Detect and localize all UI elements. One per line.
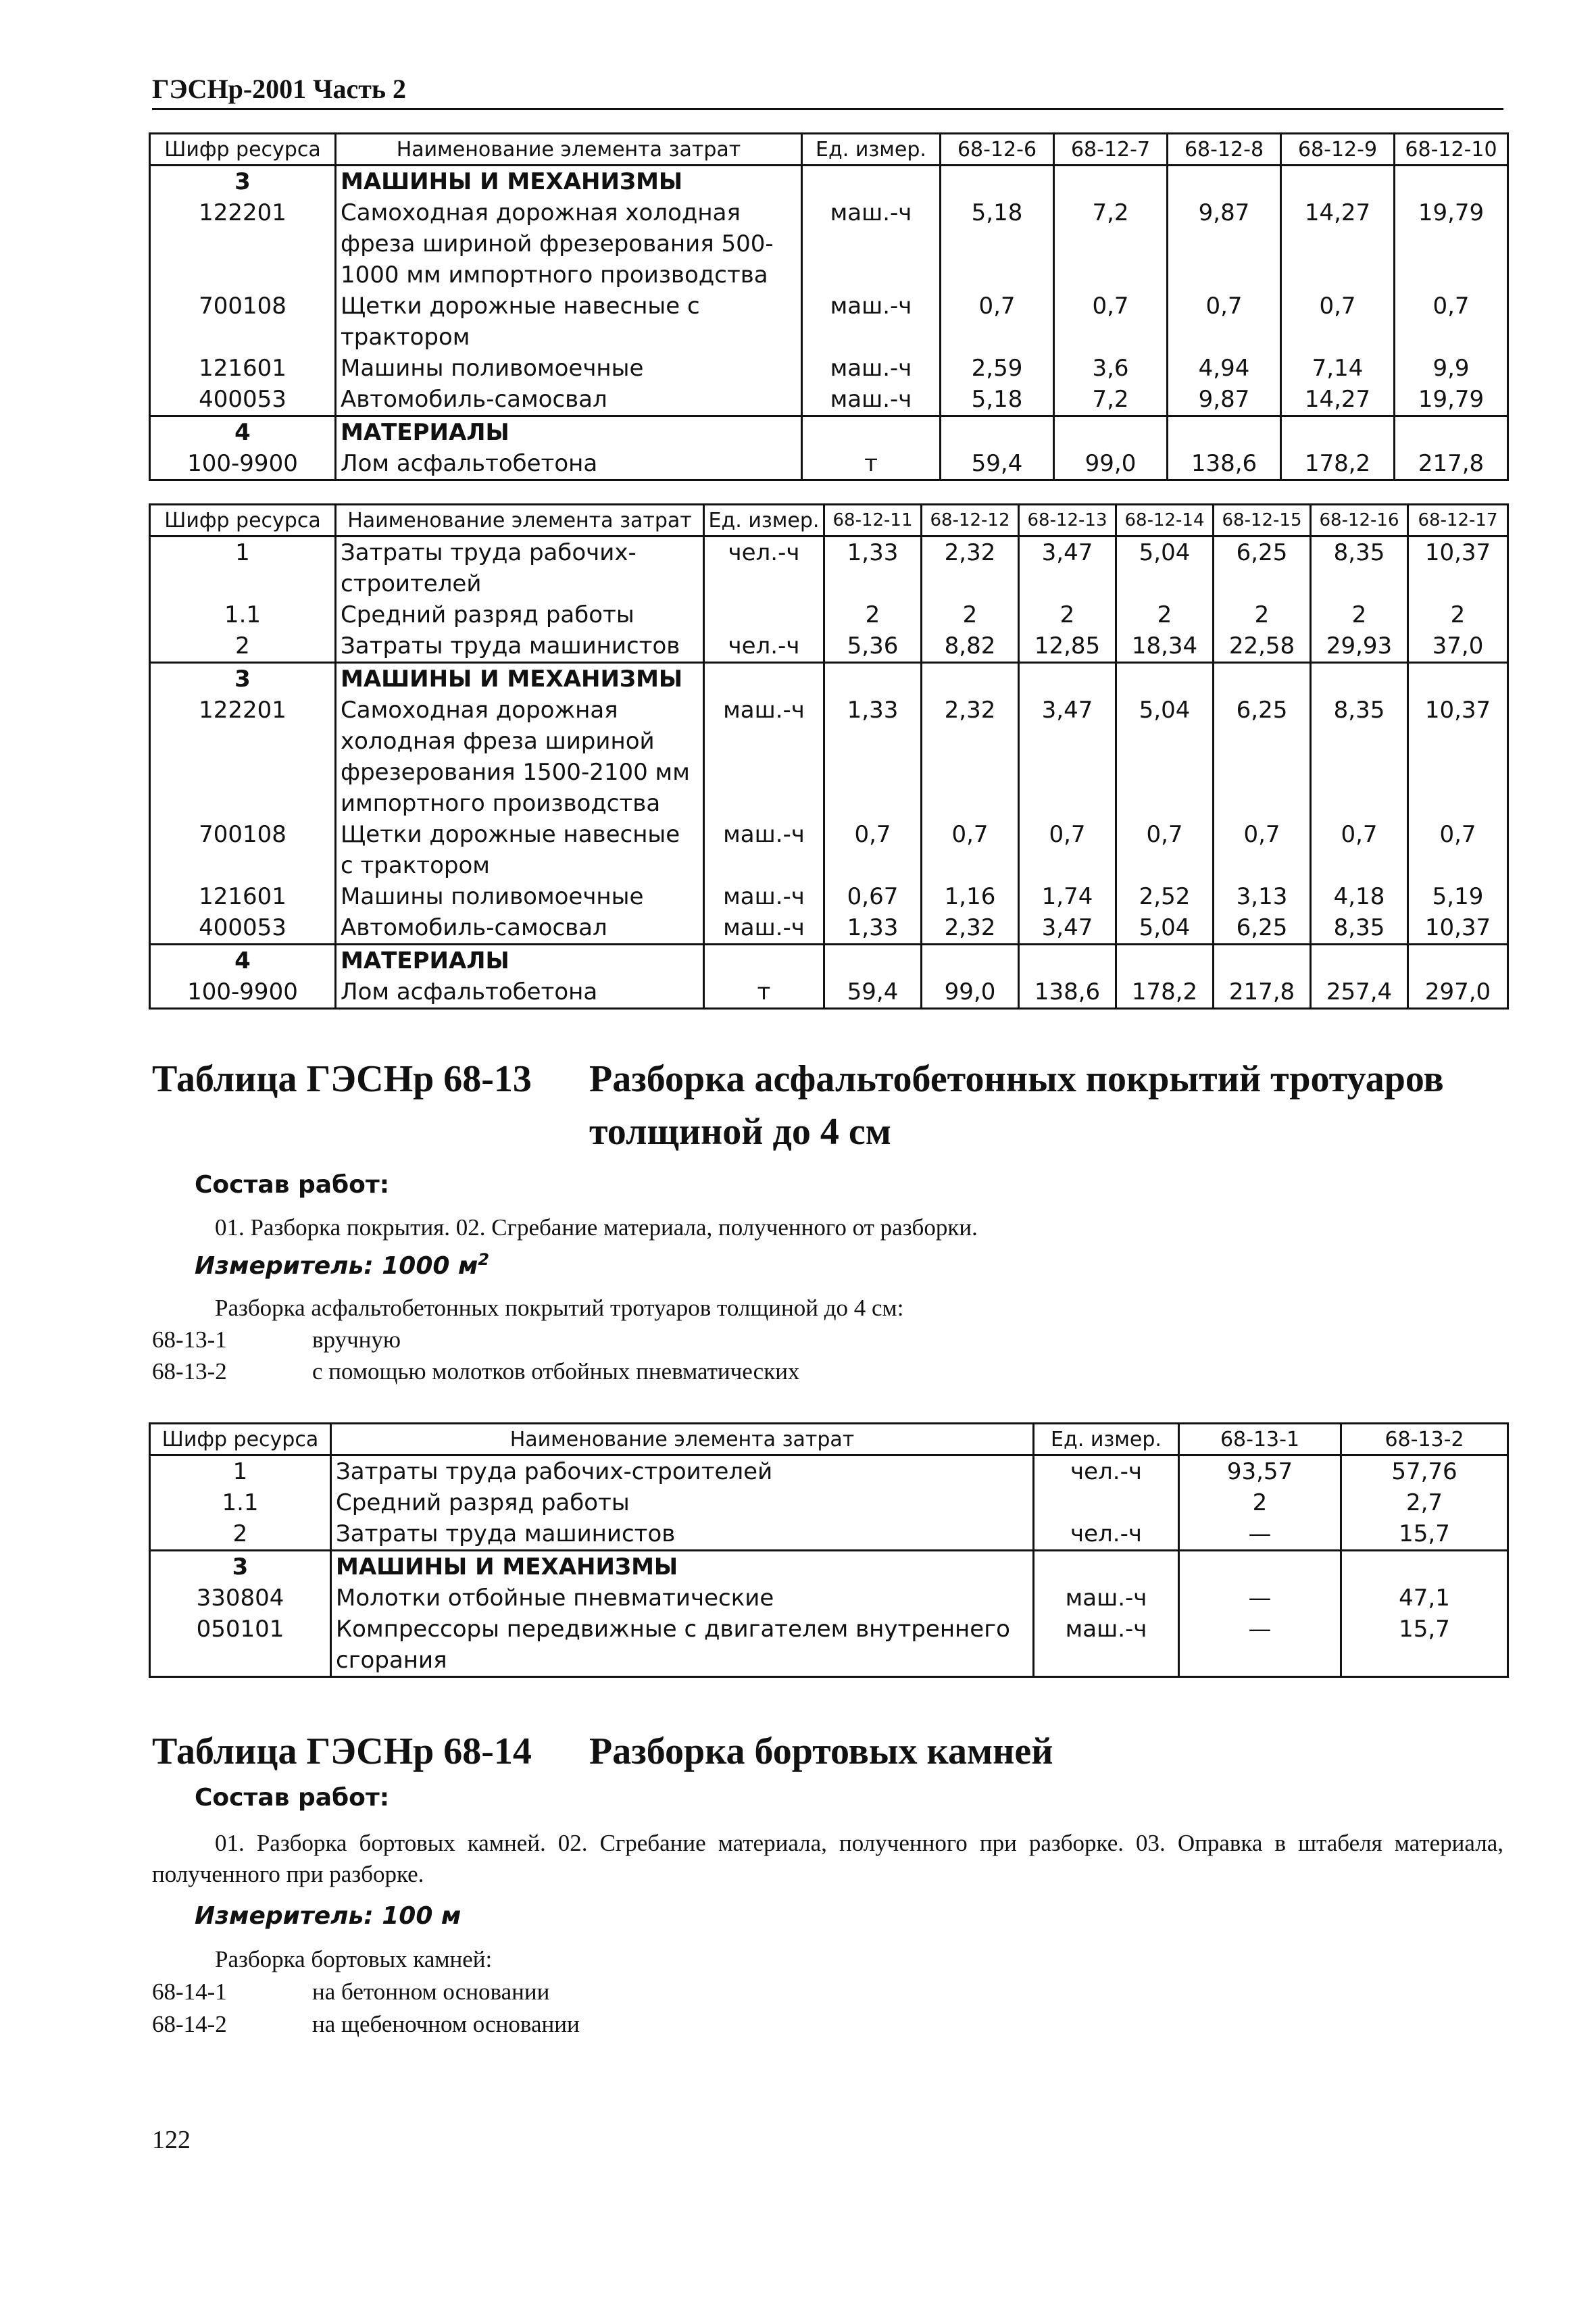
- column-header-rate: 68-13-2: [1341, 1424, 1508, 1455]
- rate-value: 5,04: [1116, 912, 1214, 945]
- table-row: [150, 819, 1508, 881]
- resource-code: 121601: [150, 353, 336, 384]
- resource-name: Щетки дорожные навесные с трактором: [336, 291, 802, 353]
- resource-code: 122201: [150, 197, 336, 291]
- rate-value: 7,14: [1281, 353, 1395, 384]
- rate-value: 178,2: [1116, 976, 1214, 1009]
- rate-value: 138,6: [1168, 448, 1281, 480]
- resource-code: 1: [150, 1455, 331, 1488]
- column-header-rate: 68-12-6: [941, 134, 1054, 166]
- column-header-rate: 68-12-17: [1408, 505, 1508, 537]
- rate-value: 178,2: [1281, 448, 1395, 480]
- rate-value: [1281, 166, 1395, 198]
- resource-name: Автомобиль-самосвал: [336, 912, 704, 945]
- rate-value: 59,4: [824, 976, 922, 1009]
- item-text: на бетонном основании: [312, 1978, 550, 2005]
- rate-value: 297,0: [1408, 976, 1508, 1009]
- resource-code: 121601: [150, 881, 336, 912]
- rate-value: [922, 663, 1019, 695]
- works-composition-text: 01. Разборка бортовых камней. 02. Сгребание материала, полученного при разборке. 03. Оправка в штабеля материала, полученного при разборке.: [152, 1830, 1503, 1887]
- resource-name: Средний разряд работы: [331, 1487, 1034, 1518]
- column-header-rate: 68-12-9: [1281, 134, 1395, 166]
- resource-unit: маш.-ч: [704, 912, 824, 945]
- resource-unit: маш.-ч: [704, 819, 824, 881]
- running-header: ГЭСНр-2001 Часть 2: [152, 74, 407, 104]
- resource-unit: чел.-ч: [1034, 1518, 1179, 1551]
- table-row: [150, 416, 1508, 449]
- rate-value: 9,87: [1168, 384, 1281, 416]
- item-text: на щебеночном основании: [312, 2011, 580, 2037]
- column-header-rate: 68-12-7: [1054, 134, 1168, 166]
- rate-value: 1,33: [824, 537, 922, 600]
- rate-value: [1214, 945, 1311, 977]
- resource-unit: маш.-ч: [802, 384, 941, 416]
- resource-code: 4: [150, 945, 336, 977]
- rate-value: [1311, 663, 1408, 695]
- resource-name: МАТЕРИАЛЫ: [336, 416, 802, 449]
- rate-value: 138,6: [1019, 976, 1116, 1009]
- column-header-code: Шифр ресурса: [150, 134, 336, 166]
- meter-label-text: Измеритель: 1000 м: [195, 1252, 478, 1280]
- resource-name: МАШИНЫ И МЕХАНИЗМЫ: [331, 1551, 1034, 1583]
- resource-code: 1.1: [150, 599, 336, 630]
- rate-value: [1408, 945, 1508, 977]
- rate-value: 47,1: [1341, 1583, 1508, 1614]
- resource-unit: [704, 663, 824, 695]
- intro-text: Разборка бортовых камней:: [215, 1946, 493, 1972]
- rate-value: [1116, 663, 1214, 695]
- rate-value: 93,57: [1179, 1455, 1341, 1488]
- resource-unit: чел.-ч: [704, 537, 824, 600]
- resource-name: Машины поливомоечные: [336, 353, 802, 384]
- item-text: с помощью молотков отбойных пневматических: [312, 1358, 800, 1385]
- resource-code: 3: [150, 663, 336, 695]
- works-composition-text: 01. Разборка покрытия. 02. Сгребание материала, полученного от разборки.: [215, 1214, 978, 1241]
- resource-name: Лом асфальтобетона: [336, 976, 704, 1009]
- resource-code: 100-9900: [150, 976, 336, 1009]
- table-row: [150, 976, 1508, 1009]
- resource-name: Компрессоры передвижные с двигателем внутреннего сгорания: [331, 1614, 1034, 1677]
- rate-value: [1341, 1551, 1508, 1583]
- rate-value: [1054, 416, 1168, 449]
- resource-unit: [704, 599, 824, 630]
- rate-value: 5,04: [1116, 695, 1214, 819]
- meter-label: Измеритель: 100 м: [195, 1902, 462, 1930]
- rate-value: [824, 663, 922, 695]
- rate-value: [1168, 166, 1281, 198]
- resource-unit: маш.-ч: [802, 353, 941, 384]
- table-row: [150, 353, 1508, 384]
- resource-code: 1: [150, 537, 336, 600]
- rate-value: 5,04: [1116, 537, 1214, 600]
- table-row: [150, 1583, 1508, 1614]
- rate-value: 3,47: [1019, 695, 1116, 819]
- rate-value: 99,0: [922, 976, 1019, 1009]
- resource-table-68-13: [149, 1422, 1509, 1678]
- resource-code: 4: [150, 416, 336, 449]
- resource-name: Затраты труда рабочих-строителей: [331, 1455, 1034, 1488]
- rate-value: [1168, 416, 1281, 449]
- rate-value: [1019, 663, 1116, 695]
- rate-value: 3,13: [1214, 881, 1311, 912]
- rate-value: 15,7: [1341, 1614, 1508, 1677]
- intro-text: Разборка асфальтобетонных покрытий тротуаров толщиной до 4 см:: [215, 1295, 904, 1321]
- rate-value: 19,79: [1395, 384, 1508, 416]
- table-row: [150, 1614, 1508, 1677]
- rate-value: 14,27: [1281, 384, 1395, 416]
- resource-code: 3: [150, 166, 336, 198]
- section-title-68-13: Разборка асфальтобетонных покрытий тротуаров: [589, 1058, 1444, 1100]
- resource-code: 100-9900: [150, 448, 336, 480]
- rate-value: 37,0: [1408, 630, 1508, 663]
- rate-value: 3,47: [1019, 537, 1116, 600]
- rate-value: [1408, 663, 1508, 695]
- rate-value: 0,7: [1408, 819, 1508, 881]
- rate-value: 1,33: [824, 912, 922, 945]
- resource-code: 1.1: [150, 1487, 331, 1518]
- column-header-code: Шифр ресурса: [150, 505, 336, 537]
- rate-value: 5,18: [941, 197, 1054, 291]
- page-number: 122: [152, 2126, 191, 2154]
- rate-value: 99,0: [1054, 448, 1168, 480]
- column-header-code: Шифр ресурса: [150, 1424, 331, 1455]
- resource-unit: маш.-ч: [1034, 1583, 1179, 1614]
- rate-value: 0,7: [1311, 819, 1408, 881]
- resource-unit: [1034, 1487, 1179, 1518]
- meter-label: [195, 1250, 489, 1280]
- column-header-name: Наименование элемента затрат: [331, 1424, 1034, 1455]
- rate-value: 2: [1179, 1487, 1341, 1518]
- rate-value: 2,32: [922, 912, 1019, 945]
- rate-value: 12,85: [1019, 630, 1116, 663]
- rate-value: 2: [922, 599, 1019, 630]
- item-code: 68-14-2: [152, 2011, 227, 2037]
- resource-code: 700108: [150, 291, 336, 353]
- rate-value: 9,9: [1395, 353, 1508, 384]
- resource-code: 3: [150, 1551, 331, 1583]
- resource-name: Машины поливомоечные: [336, 881, 704, 912]
- rate-value: 3,47: [1019, 912, 1116, 945]
- rate-value: 8,82: [922, 630, 1019, 663]
- rate-value: [1116, 945, 1214, 977]
- rate-value: 0,7: [1054, 291, 1168, 353]
- item-text: вручную: [312, 1326, 401, 1353]
- column-header-unit: Ед. измер.: [1034, 1424, 1179, 1455]
- resource-name: Самоходная дорожная холодная фреза шириной фрезерования 500-1000 мм импортного производства: [336, 197, 802, 291]
- column-header-rate: 68-12-13: [1019, 505, 1116, 537]
- rate-value: 2,52: [1116, 881, 1214, 912]
- table-row: [150, 1518, 1508, 1551]
- resource-unit: маш.-ч: [704, 695, 824, 819]
- column-header-name: Наименование элемента затрат: [336, 134, 802, 166]
- rate-value: —: [1179, 1518, 1341, 1551]
- rate-value: 59,4: [941, 448, 1054, 480]
- table-row: [150, 291, 1508, 353]
- rate-value: 14,27: [1281, 197, 1395, 291]
- resource-unit: [1034, 1551, 1179, 1583]
- rate-value: 22,58: [1214, 630, 1311, 663]
- rate-value: 2: [1311, 599, 1408, 630]
- table-row: [150, 1487, 1508, 1518]
- resource-unit: маш.-ч: [704, 881, 824, 912]
- section-title-68-13-line2: толщиной до 4 см: [589, 1111, 891, 1153]
- column-header-rate: 68-13-1: [1179, 1424, 1341, 1455]
- rate-value: [1054, 166, 1168, 198]
- rate-value: 4,18: [1311, 881, 1408, 912]
- rate-value: 1,33: [824, 695, 922, 819]
- resource-unit: чел.-ч: [704, 630, 824, 663]
- table-row: [150, 945, 1508, 977]
- rate-value: 15,7: [1341, 1518, 1508, 1551]
- rate-value: —: [1179, 1583, 1341, 1614]
- rate-value: 8,35: [1311, 912, 1408, 945]
- rate-value: 257,4: [1311, 976, 1408, 1009]
- table-row: [150, 197, 1508, 291]
- rate-value: 2: [1408, 599, 1508, 630]
- rate-value: 8,35: [1311, 695, 1408, 819]
- rate-value: 6,25: [1214, 912, 1311, 945]
- rate-value: 8,35: [1311, 537, 1408, 600]
- resource-code: 2: [150, 630, 336, 663]
- works-composition-label: Состав работ:: [195, 1171, 390, 1199]
- rate-value: 29,93: [1311, 630, 1408, 663]
- rate-value: 5,18: [941, 384, 1054, 416]
- table-label-68-14: Таблица ГЭСНр 68-14: [152, 1731, 532, 1772]
- resource-name: Щетки дорожные навесные с трактором: [336, 819, 704, 881]
- rate-value: 0,7: [1168, 291, 1281, 353]
- rate-value: 0,7: [1116, 819, 1214, 881]
- rate-value: 2,59: [941, 353, 1054, 384]
- table-row: [150, 881, 1508, 912]
- rate-value: 2,7: [1341, 1487, 1508, 1518]
- rate-value: [1019, 945, 1116, 977]
- meter-superscript: 2: [478, 1250, 490, 1269]
- resource-table-68-12-11-to-17: [149, 503, 1509, 1010]
- column-header-unit: Ед. измер.: [704, 505, 824, 537]
- rate-value: 0,7: [1281, 291, 1395, 353]
- table-row: [150, 599, 1508, 630]
- rate-value: 2: [1214, 599, 1311, 630]
- resource-code: 050101: [150, 1614, 331, 1677]
- section-title-68-14: Разборка бортовых камней: [589, 1731, 1053, 1772]
- rate-value: 4,94: [1168, 353, 1281, 384]
- table-row: [150, 384, 1508, 416]
- rate-value: 2,32: [922, 537, 1019, 600]
- rate-value: 0,7: [824, 819, 922, 881]
- column-header-rate: 68-12-14: [1116, 505, 1214, 537]
- resource-name: МАТЕРИАЛЫ: [336, 945, 704, 977]
- column-header-rate: 68-12-11: [824, 505, 922, 537]
- resource-code: 122201: [150, 695, 336, 819]
- resource-code: 2: [150, 1518, 331, 1551]
- column-header-unit: Ед. измер.: [802, 134, 941, 166]
- resource-unit: чел.-ч: [1034, 1455, 1179, 1488]
- column-header-rate: 68-12-12: [922, 505, 1019, 537]
- rate-value: [1395, 416, 1508, 449]
- resource-name: Лом асфальтобетона: [336, 448, 802, 480]
- resource-name: Самоходная дорожная холодная фреза шириной фрезерования 1500-2100 мм импортного производства: [336, 695, 704, 819]
- resource-name: МАШИНЫ И МЕХАНИЗМЫ: [336, 663, 704, 695]
- rate-value: 0,7: [1214, 819, 1311, 881]
- rate-value: 1,16: [922, 881, 1019, 912]
- table-row: [150, 448, 1508, 480]
- rate-value: 19,79: [1395, 197, 1508, 291]
- header-rule: [152, 108, 1503, 110]
- resource-code: 700108: [150, 819, 336, 881]
- rate-value: [824, 945, 922, 977]
- rate-value: 0,67: [824, 881, 922, 912]
- column-header-rate: 68-12-10: [1395, 134, 1508, 166]
- table-row: [150, 912, 1508, 945]
- item-code: 68-13-1: [152, 1326, 227, 1353]
- resource-name: Затраты труда рабочих-строителей: [336, 537, 704, 600]
- rate-value: 10,37: [1408, 912, 1508, 945]
- rate-value: [1281, 416, 1395, 449]
- resource-unit: маш.-ч: [802, 197, 941, 291]
- rate-value: 6,25: [1214, 537, 1311, 600]
- rate-value: 57,76: [1341, 1455, 1508, 1488]
- rate-value: 217,8: [1214, 976, 1311, 1009]
- resource-name: Молотки отбойные пневматические: [331, 1583, 1034, 1614]
- rate-value: 0,7: [941, 291, 1054, 353]
- rate-value: 5,36: [824, 630, 922, 663]
- rate-value: [941, 166, 1054, 198]
- column-header-name: Наименование элемента затрат: [336, 505, 704, 537]
- column-header-rate: 68-12-16: [1311, 505, 1408, 537]
- rate-value: 0,7: [1019, 819, 1116, 881]
- rate-value: 10,37: [1408, 537, 1508, 600]
- table-row: [150, 663, 1508, 695]
- rate-value: 3,6: [1054, 353, 1168, 384]
- table-row: [150, 1455, 1508, 1488]
- resource-unit: [802, 416, 941, 449]
- rate-value: 2: [1019, 599, 1116, 630]
- rate-value: 18,34: [1116, 630, 1214, 663]
- rate-value: [1179, 1551, 1341, 1583]
- resource-name: Затраты труда машинистов: [331, 1518, 1034, 1551]
- resource-unit: маш.-ч: [1034, 1614, 1179, 1677]
- rate-value: 1,74: [1019, 881, 1116, 912]
- resource-unit: [704, 945, 824, 977]
- rate-value: 5,19: [1408, 881, 1508, 912]
- rate-value: [941, 416, 1054, 449]
- resource-unit: т: [802, 448, 941, 480]
- rate-value: 9,87: [1168, 197, 1281, 291]
- resource-name: МАШИНЫ И МЕХАНИЗМЫ: [336, 166, 802, 198]
- table-label-68-13: Таблица ГЭСНр 68-13: [152, 1058, 532, 1100]
- rate-value: [922, 945, 1019, 977]
- rate-value: 10,37: [1408, 695, 1508, 819]
- rate-value: —: [1179, 1614, 1341, 1677]
- resource-name: Средний разряд работы: [336, 599, 704, 630]
- rate-value: 6,25: [1214, 695, 1311, 819]
- rate-value: 7,2: [1054, 197, 1168, 291]
- rate-value: 217,8: [1395, 448, 1508, 480]
- rate-value: 0,7: [1395, 291, 1508, 353]
- column-header-rate: 68-12-8: [1168, 134, 1281, 166]
- table-row: [150, 537, 1508, 600]
- item-code: 68-13-2: [152, 1358, 227, 1385]
- resource-unit: маш.-ч: [802, 291, 941, 353]
- rate-value: 2: [824, 599, 922, 630]
- table-row: [150, 1551, 1508, 1583]
- resource-code: 400053: [150, 384, 336, 416]
- rate-value: [1311, 945, 1408, 977]
- rate-value: [1395, 166, 1508, 198]
- resource-name: Затраты труда машинистов: [336, 630, 704, 663]
- table-row: [150, 630, 1508, 663]
- resource-unit: т: [704, 976, 824, 1009]
- item-code: 68-14-1: [152, 1978, 227, 2005]
- rate-value: 7,2: [1054, 384, 1168, 416]
- rate-value: [1214, 663, 1311, 695]
- resource-table-68-12-6-to-10: [149, 132, 1509, 481]
- rate-value: 0,7: [922, 819, 1019, 881]
- rate-value: 2: [1116, 599, 1214, 630]
- resource-code: 400053: [150, 912, 336, 945]
- table-row: [150, 166, 1508, 198]
- resource-name: Автомобиль-самосвал: [336, 384, 802, 416]
- resource-unit: [802, 166, 941, 198]
- rate-value: 2,32: [922, 695, 1019, 819]
- table-row: [150, 695, 1508, 819]
- column-header-rate: 68-12-15: [1214, 505, 1311, 537]
- resource-code: 330804: [150, 1583, 331, 1614]
- works-composition-label: Состав работ:: [195, 1784, 390, 1812]
